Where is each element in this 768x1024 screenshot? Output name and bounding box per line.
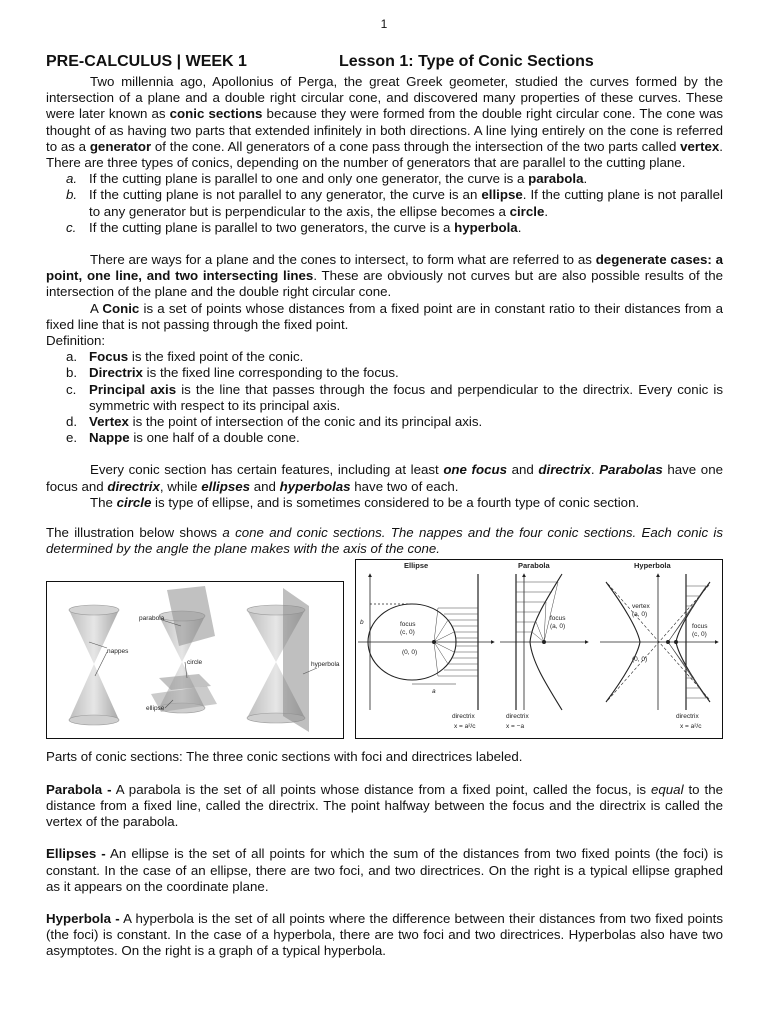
illustration-intro: The illustration below shows a cone and conic sections. The nappes and the four conic sections. Each conic is determined by the angle the plane makes with the axis of the cone. <box>46 525 724 557</box>
cone-sections-drawing <box>47 582 342 737</box>
hyperbola-plane <box>283 588 309 732</box>
definition-list <box>46 349 723 446</box>
ellipse-focus-label: focus <box>400 621 416 629</box>
ellipse-origin: (0, 0) <box>402 649 418 657</box>
list-item: a. If the cutting plane is parallel to one and only one generator, the curve is a parabola. <box>66 171 588 187</box>
ellipse-b-label: b <box>360 619 364 627</box>
parabola-directrix-eq: x = −a <box>506 723 525 731</box>
hyperbola-directrix-label: directrix <box>676 713 699 721</box>
hyperbola-origin: (0, 0) <box>632 656 648 664</box>
figure-caption: Parts of conic sections: The three conic sections with foci and directrices labeled. <box>46 749 523 765</box>
hyperbola-vertex-label: vertex <box>632 603 650 611</box>
ellipse-directrix-eq: x = a²/c <box>454 723 476 731</box>
definition-heading: Definition: <box>46 333 106 349</box>
parabola-focus-label: focus <box>550 615 566 623</box>
features-paragraph: Every conic section has certain features, including at least one focus and directrix. Parabolas have one focus and directrix, while ellipses and hyperbolas have two of each. <box>46 462 723 494</box>
cone-sections-figure <box>46 581 344 739</box>
label-circle: circle <box>187 659 203 667</box>
conics-labeled-drawing <box>356 560 721 737</box>
circle-note: The circle is type of ellipse, and is sometimes considered to be a fourth type of conic section. <box>90 494 640 510</box>
ellipse-focus-coord: (c, 0) <box>400 629 415 637</box>
ellipse-directrix-label: directrix <box>452 713 475 721</box>
parabola-section: Parabola - A parabola is the set of all points whose distance from a fixed point, called the focus, is equal to the distance from a fixed line, called the directrix. The point halfway between the focus and the directrix is called the vertex of the parabola. <box>46 781 723 830</box>
conic-type-list <box>46 171 723 236</box>
ellipse-diagram <box>358 574 494 710</box>
intro-paragraph: Two millennia ago, Apollonius of Perga, the great Greek geometer, studied the curves formed by the intersection of a plane and a double right circular cone, and discovered many properties of these curves. These were later known as conic sections because they were formed from the double right circular cone. The cone was thought of as having two parts that extended infinitely in both directions. A line lying entirely on the cone is referred to as a generator of the cone. All generators of a cone pass through the intersection of the two parts called vertex. There are three types of conics, depending on the number of generators that are parallel to the cutting plane. <box>46 74 723 171</box>
hyperbola-focus-coord: (c, 0) <box>692 631 707 639</box>
label-hyperbola: hyperbola <box>311 661 340 669</box>
title-ellipse: Ellipse <box>404 561 429 571</box>
lesson-heading: Lesson 1: Type of Conic Sections <box>338 53 594 70</box>
parabola-focus-coord: (a, 0) <box>550 623 566 631</box>
hyperbola-focus-label: focus <box>692 623 708 631</box>
hyperbola-diagram <box>600 574 718 710</box>
list-item: a. Focus is the fixed point of the conic. <box>66 349 304 365</box>
double-cone-1 <box>69 605 119 725</box>
list-item: d. Vertex is the point of intersection of the conic and its principal axis. <box>66 414 483 430</box>
list-item: c. Principal axis is the line that passes through the focus and perpendicular to the directrix. Every conic is symmetric with respect to its principal axis. <box>66 381 723 413</box>
course-week-heading: PRE-CALCULUS | WEEK 1 <box>46 53 247 70</box>
title-parabola: Parabola <box>518 561 550 571</box>
double-cone-2 <box>151 586 217 713</box>
label-ellipse: ellipse <box>146 705 165 713</box>
conics-labeled-figure <box>355 559 723 739</box>
list-item: c. If the cutting plane is parallel to two generators, the curve is a hyperbola. <box>66 219 522 235</box>
title-hyperbola: Hyperbola <box>634 561 671 571</box>
ellipse-section: Ellipses - An ellipse is the set of all points for which the sum of the distances from two fixed points (the foci) is constant. In the case of an ellipse, there are two foci, and two directrices. On the right is a typical ellipse graphed as it appears on the coordinate plane. <box>46 846 723 894</box>
hyperbola-section: Hyperbola - A hyperbola is the set of all points where the difference between their distances from two fixed points (the foci) is constant. In the case of a hyperbola, there are two foci and two directrices. Hyperbolas also have two asymptotes. On the right is a graph of a typical hyperbola. <box>46 910 723 959</box>
parabola-directrix-label: directrix <box>506 713 529 721</box>
degenerate-paragraph: There are ways for a plane and the cones to intersect, to form what are referred to as degenerate cases: a point, one line, and two intersecting lines. These are obviously not curves but are also possible results of the intersection of the plane and the double right circular cone. <box>46 252 723 300</box>
list-item: b. Directrix is the fixed line corresponding to the focus. <box>66 365 399 381</box>
figure-area <box>46 559 723 749</box>
ellipse-a-label: a <box>432 688 436 696</box>
double-cone-3 <box>247 588 309 732</box>
document-body <box>46 52 723 960</box>
list-item: e. Nappe is one half of a double cone. <box>66 430 300 446</box>
hyperbola-vertex-coord: (a, 0) <box>632 611 648 619</box>
label-parabola: parabola <box>139 615 165 623</box>
hyperbola-directrix-eq: x = a²/c <box>680 723 702 731</box>
page-title <box>46 52 723 72</box>
label-nappes: nappes <box>107 648 129 656</box>
page-number: 1 <box>380 17 388 31</box>
list-item: b. If the cutting plane is not parallel to any generator, the curve is an ellipse. If the cutting plane is not parallel to any generator but is perpendicular to the axis, the ellipse becomes a circle. <box>66 187 723 219</box>
conic-definition-paragraph: A Conic is a set of points whose distances from a fixed point are in constant ratio to their distances from a fixed line that is not passing through the fixed point. <box>46 300 723 332</box>
